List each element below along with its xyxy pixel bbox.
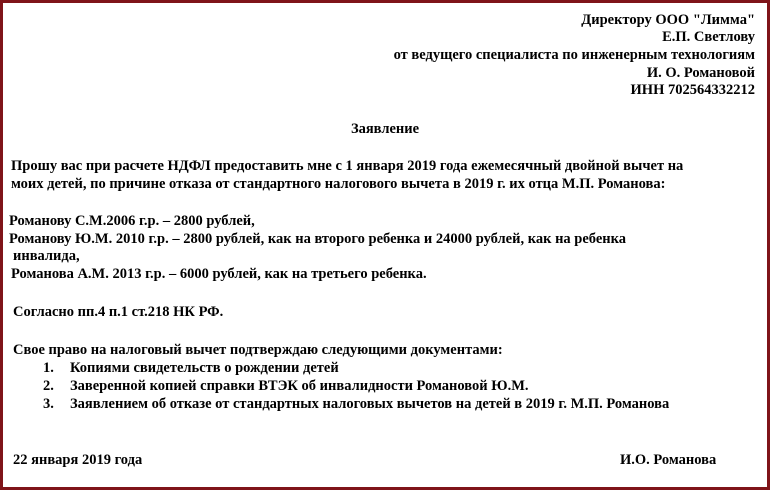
document-item: Заверенной копией справки ВТЭК об инвалидности Романовой Ю.М. — [70, 378, 529, 394]
date-line: 22 января 2019 года — [13, 452, 143, 468]
document-number: 3. — [43, 396, 54, 412]
document-number: 2. — [43, 378, 54, 394]
child-line-3: инвалида, — [13, 248, 80, 264]
basis-line: Согласно пп.4 п.1 ст.218 НК РФ. — [13, 304, 224, 320]
child-line-2: Романову Ю.М. 2010 г.р. – 2800 рублей, как на второго ребенка и 24000 рублей, как на ребенка — [9, 231, 627, 247]
child-line-4: Романова А.М. 2013 г.р. – 6000 рублей, как на третьего ребенка. — [11, 266, 427, 282]
documents-intro: Свое право на налоговый вычет подтверждаю следующими документами: — [13, 342, 503, 358]
inn-line: ИНН 702564332212 — [630, 82, 755, 98]
document-number: 1. — [43, 360, 54, 376]
document-item: Копиями свидетельств о рождении детей — [70, 360, 339, 376]
intro-line-2: моих детей, по причине отказа от стандартного налогового вычета в 2019 г. их отца М.П. Романова: — [11, 176, 666, 192]
intro-line-1: Прошу вас при расчете НДФЛ предоставить мне с 1 января 2019 года ежемесячный двойной вычет на — [11, 158, 684, 174]
addressee-line: Директору ООО "Лимма" — [581, 12, 755, 28]
author-name: И. О. Романовой — [646, 65, 755, 81]
director-name: Е.П. Светлову — [662, 29, 755, 45]
document-item: Заявлением об отказе от стандартных налоговых вычетов на детей в 2019 г. М.П. Романова — [70, 396, 670, 412]
from-line: от ведущего специалиста по инженерным технологиям — [393, 47, 755, 63]
document-title: Заявление — [350, 121, 420, 137]
child-line-1: Романову С.М.2006 г.р. – 2800 рублей, — [9, 213, 255, 229]
signature-line: И.О. Романова — [620, 452, 717, 468]
